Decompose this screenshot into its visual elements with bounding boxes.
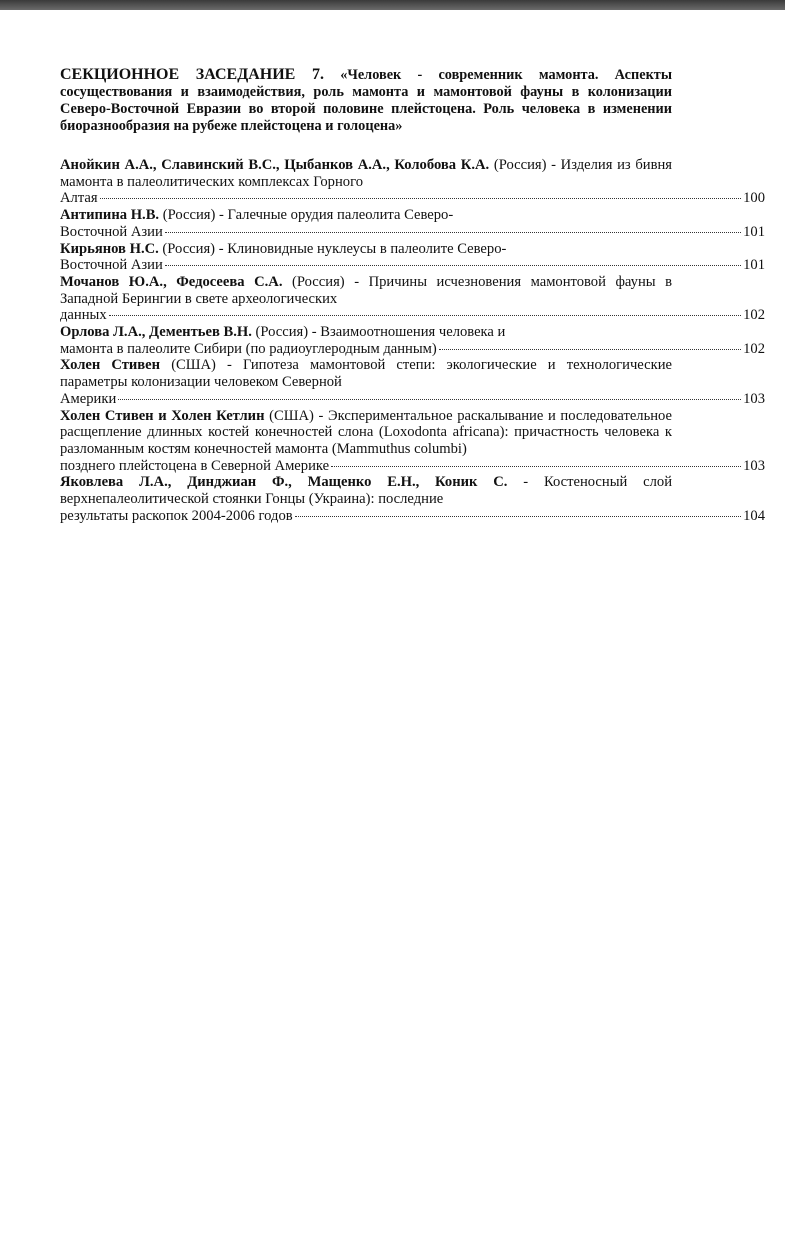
toc-entry-title-end: мамонта в палеолите Сибири (по радиоуглеродным данным) xyxy=(60,340,437,357)
toc-entry-authors: Кирьянов Н.С. xyxy=(60,240,159,257)
toc-entry-authors: Яковлева Л.А., Динджиан Ф., Мащенко Е.Н., Коник С. xyxy=(60,474,508,491)
page-number: 101 xyxy=(743,223,765,240)
toc-entry-title-end: Алтая xyxy=(60,190,98,207)
toc-entry-authors: Анойкин А.А., Славинский В.С., Цыбанков А.А., Колобова К.А. xyxy=(60,157,490,173)
section-heading-lead: СЕКЦИОННОЕ ЗАСЕДАНИЕ 7. xyxy=(60,66,324,83)
dot-leader xyxy=(295,516,741,517)
toc-entry-leader-line xyxy=(60,190,765,207)
toc-entry xyxy=(60,157,765,207)
dot-leader xyxy=(165,232,741,233)
document-page xyxy=(60,66,765,524)
page-number: 100 xyxy=(743,190,765,207)
toc-entry-text xyxy=(60,157,672,190)
section-heading-title: «Человек - современник мамонта. Аспекты сосуществования и взаимодействия, роль мамонта и мамонтовой фауны в колонизации Северо-Восточной Евразии во второй половине плейстоцена. Роль человека в изменении биоразнообразия на рубеже плейстоцена и голоцена» xyxy=(60,67,672,134)
toc-entry xyxy=(60,207,765,240)
toc-entry-title-end: позднего плейстоцена в Северной Америке xyxy=(60,457,330,474)
page-number: 102 xyxy=(743,307,765,324)
dot-leader xyxy=(118,399,741,400)
toc-entry-leader-line xyxy=(60,224,765,241)
toc-entry-text xyxy=(60,207,672,224)
scan-edge-bar xyxy=(0,0,785,10)
toc-entry-title-end: Восточной Азии xyxy=(60,257,163,274)
dot-leader xyxy=(100,198,742,199)
dot-leader xyxy=(165,265,741,266)
toc-entry xyxy=(60,357,765,407)
toc-entry xyxy=(60,474,765,524)
toc-entry-title: (Россия) - Взаимоотношения человека и xyxy=(251,324,506,341)
page-number: 103 xyxy=(743,390,765,407)
toc-entry-leader-line xyxy=(60,307,765,324)
toc-entry xyxy=(60,408,765,475)
table-of-contents xyxy=(60,157,765,524)
toc-entry xyxy=(60,324,765,357)
toc-entry-title: (Россия) - Причины исчезновения мамонтовой фауны в Западной Берингии в свете археологических xyxy=(60,273,672,307)
dot-leader xyxy=(439,349,741,350)
toc-entry-title: - Костеносный слой верхнепалеолитической стоянки Гонцы (Украина): последние xyxy=(60,474,672,508)
toc-entry-title: (Россия) - Клиновидные нуклеусы в палеолите Северо- xyxy=(158,240,507,257)
toc-entry-title-end: Восточной Азии xyxy=(60,223,163,240)
toc-entry-title: (США) - Экспериментальное раскалывание и последовательное расщепление длинных костей конечностей слона (Loxodonta africana): причастность человека к разломанным костям конечностей мамонта (Mammuthus columbi) xyxy=(60,407,672,457)
toc-entry-authors: Антипина Н.В. xyxy=(60,207,160,224)
toc-entry-authors: Холен Стивен xyxy=(60,357,161,374)
toc-entry-text xyxy=(60,274,672,307)
toc-entry-text xyxy=(60,408,672,458)
toc-entry xyxy=(60,241,765,274)
toc-entry-authors: Холен Стивен и Холен Кетлин xyxy=(60,407,265,424)
page-number: 104 xyxy=(743,507,765,524)
dot-leader xyxy=(109,315,741,316)
toc-entry xyxy=(60,274,765,324)
toc-entry-title: (Россия) - Изделия из бивня мамонта в палеолитических комплексах Горного xyxy=(60,157,672,190)
toc-entry-authors: Мочанов Ю.А., Федосеева С.А. xyxy=(60,273,283,290)
toc-entry-leader-line xyxy=(60,391,765,408)
toc-entry-title: (Россия) - Галечные орудия палеолита Северо- xyxy=(159,207,454,224)
toc-entry-authors: Орлова Л.А., Дементьев В.Н. xyxy=(60,324,252,341)
toc-entry-leader-line xyxy=(60,257,765,274)
toc-entry-leader-line xyxy=(60,458,765,475)
toc-entry-text xyxy=(60,324,672,341)
toc-entry-leader-line xyxy=(60,341,765,358)
page-number: 102 xyxy=(743,340,765,357)
toc-entry-text xyxy=(60,241,672,258)
section-heading xyxy=(60,66,672,135)
dot-leader xyxy=(331,466,741,467)
toc-entry-title-end: Америки xyxy=(60,390,117,407)
page-number: 103 xyxy=(743,457,765,474)
toc-entry-title: (США) - Гипотеза мамонтовой степи: экологические и технологические параметры колонизации человеком Северной xyxy=(60,357,672,391)
toc-entry-title-end: результаты раскопок 2004-2006 годов xyxy=(60,507,293,524)
toc-entry-title-end: данных xyxy=(60,307,107,324)
toc-entry-text xyxy=(60,357,672,390)
toc-entry-text xyxy=(60,474,672,507)
page-number: 101 xyxy=(743,257,765,274)
toc-entry-leader-line xyxy=(60,508,765,525)
